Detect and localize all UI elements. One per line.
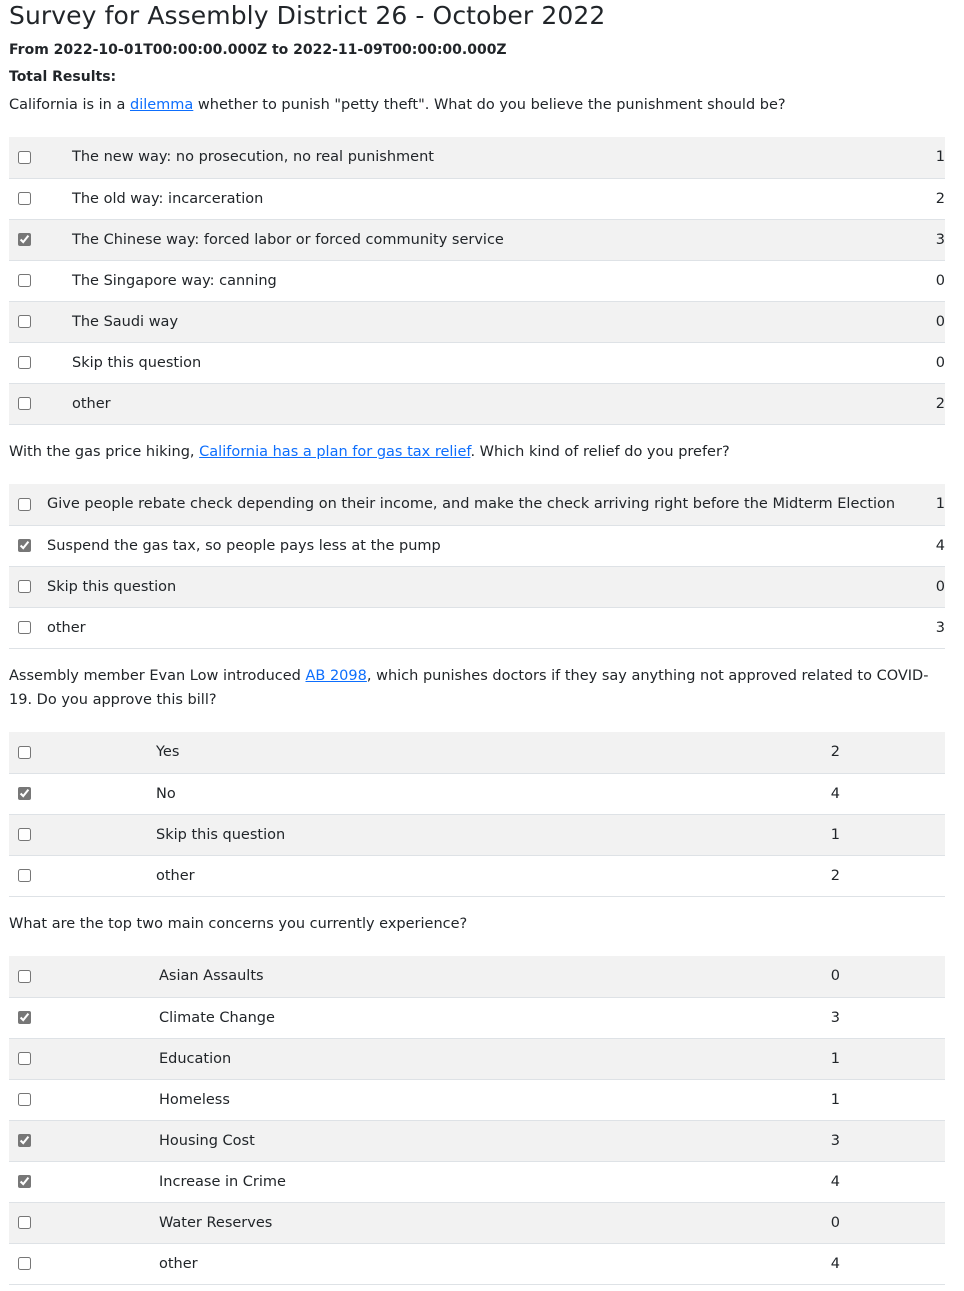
option-row (9, 219, 945, 260)
option-checkbox[interactable] (18, 397, 31, 410)
option-row (9, 1161, 945, 1202)
option-row (9, 178, 945, 219)
option-checkbox[interactable] (18, 233, 31, 246)
option-label: Housing Cost (159, 1132, 255, 1149)
option-checkbox[interactable] (18, 1216, 31, 1229)
option-label: The new way: no prosecution, no real punishment (72, 149, 434, 166)
option-count: 3 (935, 231, 945, 248)
option-row (9, 956, 945, 997)
total-results-label: Total Results: (9, 69, 117, 85)
option-label: other (72, 395, 111, 412)
option-label: Education (159, 1050, 232, 1067)
option-checkbox[interactable] (18, 151, 31, 164)
option-label: Increase in Crime (159, 1173, 286, 1190)
option-count: 4 (935, 537, 945, 554)
option-checkbox[interactable] (18, 1257, 31, 1270)
option-count: 3 (935, 619, 945, 636)
option-count: 1 (830, 1091, 840, 1108)
option-label: Water Reserves (159, 1214, 273, 1231)
option-label: Suspend the gas tax, so people pays less at the pump (47, 537, 441, 554)
option-label: Asian Assaults (159, 968, 264, 985)
option-checkbox[interactable] (18, 274, 31, 287)
option-label: The Chinese way: forced labor or forced community service (72, 231, 504, 248)
option-checkbox[interactable] (18, 1052, 31, 1065)
option-count: 1 (935, 496, 945, 513)
option-row (9, 1038, 945, 1079)
option-row (9, 607, 945, 648)
option-row (9, 484, 945, 525)
option-checkbox[interactable] (18, 787, 31, 800)
option-label: The old way: incarceration (72, 190, 264, 207)
option-row (9, 342, 945, 383)
question-3-text (9, 664, 945, 712)
option-checkbox[interactable] (18, 621, 31, 634)
option-checkbox[interactable] (18, 539, 31, 552)
question-2-text (9, 440, 945, 464)
option-label: The Singapore way: canning (72, 272, 277, 289)
option-row (9, 301, 945, 342)
question-2-text-after: . Which kind of relief do you prefer? (470, 444, 730, 460)
option-count: 3 (830, 1132, 840, 1149)
option-checkbox[interactable] (18, 192, 31, 205)
option-count: 1 (935, 149, 945, 166)
option-label: Skip this question (156, 826, 286, 843)
option-row (9, 383, 945, 424)
option-row (9, 525, 945, 566)
option-label: other (156, 867, 195, 884)
option-count: 0 (935, 313, 945, 330)
option-count: 4 (830, 1173, 840, 1190)
option-count: 1 (830, 1050, 840, 1067)
page-title: Survey for Assembly District 26 - October 2022 (9, 1, 606, 30)
option-count: 2 (830, 744, 840, 761)
option-count: 1 (830, 826, 840, 843)
option-label: Give people rebate check depending on their income, and make the check arriving right before the Midterm Election (47, 496, 896, 513)
option-label: other (47, 619, 86, 636)
option-row (9, 566, 945, 607)
option-label: Yes (156, 744, 180, 761)
option-label: The Saudi way (72, 313, 179, 330)
option-checkbox[interactable] (18, 315, 31, 328)
option-count: 2 (830, 867, 840, 884)
option-checkbox[interactable] (18, 580, 31, 593)
option-checkbox[interactable] (18, 1175, 31, 1188)
option-row (9, 260, 945, 301)
option-checkbox[interactable] (18, 746, 31, 759)
question-1-text-before: California is in a (9, 97, 130, 113)
option-checkbox[interactable] (18, 828, 31, 841)
question-2-options (9, 484, 945, 649)
option-count: 0 (935, 354, 945, 371)
option-label: No (156, 785, 176, 802)
option-row (9, 1243, 945, 1284)
question-1-options (9, 137, 945, 425)
question-1-text (9, 93, 945, 117)
option-checkbox[interactable] (18, 1134, 31, 1147)
option-row (9, 773, 945, 814)
option-count: 3 (830, 1009, 840, 1026)
option-count: 0 (935, 272, 945, 289)
option-label: Climate Change (159, 1009, 275, 1026)
option-checkbox[interactable] (18, 1093, 31, 1106)
option-row (9, 1120, 945, 1161)
option-count: 2 (935, 190, 945, 207)
option-label: Homeless (159, 1091, 230, 1108)
option-checkbox[interactable] (18, 1011, 31, 1024)
dilemma-link[interactable]: dilemma (129, 97, 194, 113)
date-range: From 2022-10-01T00:00:00.000Z to 2022-11-09T00:00:00.000Z (9, 42, 507, 58)
option-row (9, 137, 945, 178)
option-row (9, 1202, 945, 1243)
option-count: 4 (830, 785, 840, 802)
option-row (9, 1079, 945, 1120)
option-label: Skip this question (72, 354, 202, 371)
option-row (9, 855, 945, 896)
option-label: Skip this question (47, 578, 177, 595)
option-count: 0 (830, 968, 840, 985)
question-1-text-after: whether to punish "petty theft". What do you believe the punishment should be? (193, 97, 786, 113)
option-count: 0 (830, 1214, 840, 1231)
question-3-text-before: Assembly member Evan Low introduced (9, 668, 306, 684)
option-checkbox[interactable] (18, 498, 31, 511)
question-3-text-after: , which punishes doctors if they say anything not approved related to COVID-19. Do you approve this bill? (9, 668, 929, 708)
option-row (9, 732, 945, 773)
question-4-text: What are the top two main concerns you currently experience? (9, 916, 468, 932)
ab-2098-link[interactable]: AB 2098 (305, 668, 367, 684)
option-count: 2 (935, 395, 945, 412)
option-row (9, 814, 945, 855)
option-checkbox[interactable] (18, 869, 31, 882)
option-count: 4 (830, 1255, 840, 1272)
question-3-options (9, 732, 945, 897)
option-row (9, 997, 945, 1038)
option-label: other (159, 1255, 198, 1272)
question-2-text-before: With the gas price hiking, (9, 444, 200, 460)
option-count: 0 (935, 578, 945, 595)
option-checkbox[interactable] (18, 970, 31, 983)
question-4-options (9, 956, 945, 1285)
option-checkbox[interactable] (18, 356, 31, 369)
gas-tax-relief-link[interactable]: California has a plan for gas tax relief (199, 444, 471, 460)
